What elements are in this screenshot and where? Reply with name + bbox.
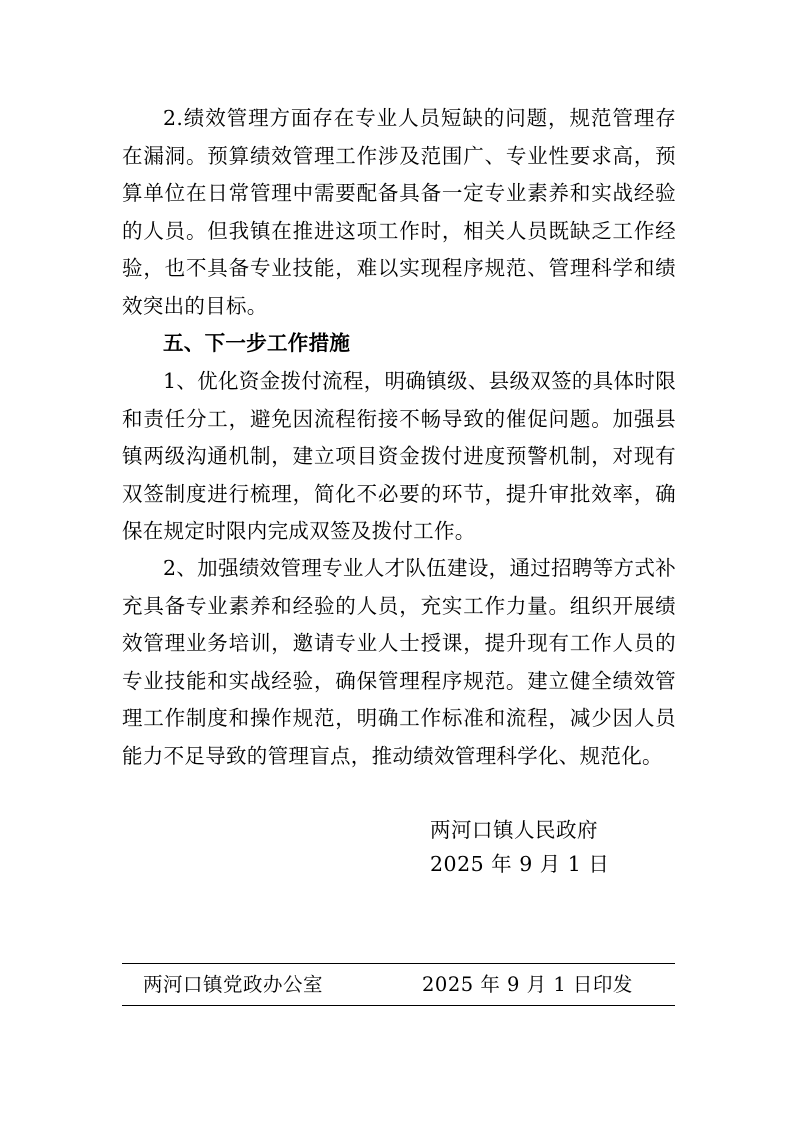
footer-issuing-office: 两河口镇党政办公室 [143,973,324,996]
signature-organization: 两河口镇人民政府 [430,818,598,842]
footer-issue-date: 2025 年 9 月 1 日印发 [422,973,633,996]
paragraph-measure-2: 2、加强绩效管理专业人才队伍建设，通过招聘等方式补充具备专业素养和经验的人员，充实工作力量。组织开展绩效管理业务培训，邀请专业人士授课，提升现有工作人员的专业技能和实战经验，确保管理程序规范。建立健全绩效管理工作制度和操作规范，明确工作标准和流程，减少因人员能力不足导致的管理盲点，推动绩效管理科学化、规范化。 [122,556,676,768]
signature-date: 2025 年 9 月 1 日 [430,852,610,876]
paragraph-performance-issue: 2.绩效管理方面存在专业人员短缺的问题，规范管理存在漏洞。预算绩效管理工作涉及范围广、专业性要求高，预算单位在日常管理中需要配备具备一定专业素养和实战经验的人员。但我镇在推进这项工作时，相关人员既缺乏工作经验，也不具备专业技能，难以实现程序规范、管理科学和绩效突出的目标。 [122,106,676,318]
section-heading-next-steps: 五、下一步工作措施 [163,331,351,355]
footer-rule-bottom [122,1005,675,1006]
paragraph-measure-1: 1、优化资金拨付流程，明确镇级、县级双签的具体时限和责任分工，避免因流程衔接不畅导致的催促问题。加强县镇两级沟通机制，建立项目资金拨付进度预警机制，对现有双签制度进行梳理，简化不必要的环节，提升审批效率，确保在规定时限内完成双签及拨付工作。 [122,369,676,543]
footer-rule-top [122,963,675,964]
